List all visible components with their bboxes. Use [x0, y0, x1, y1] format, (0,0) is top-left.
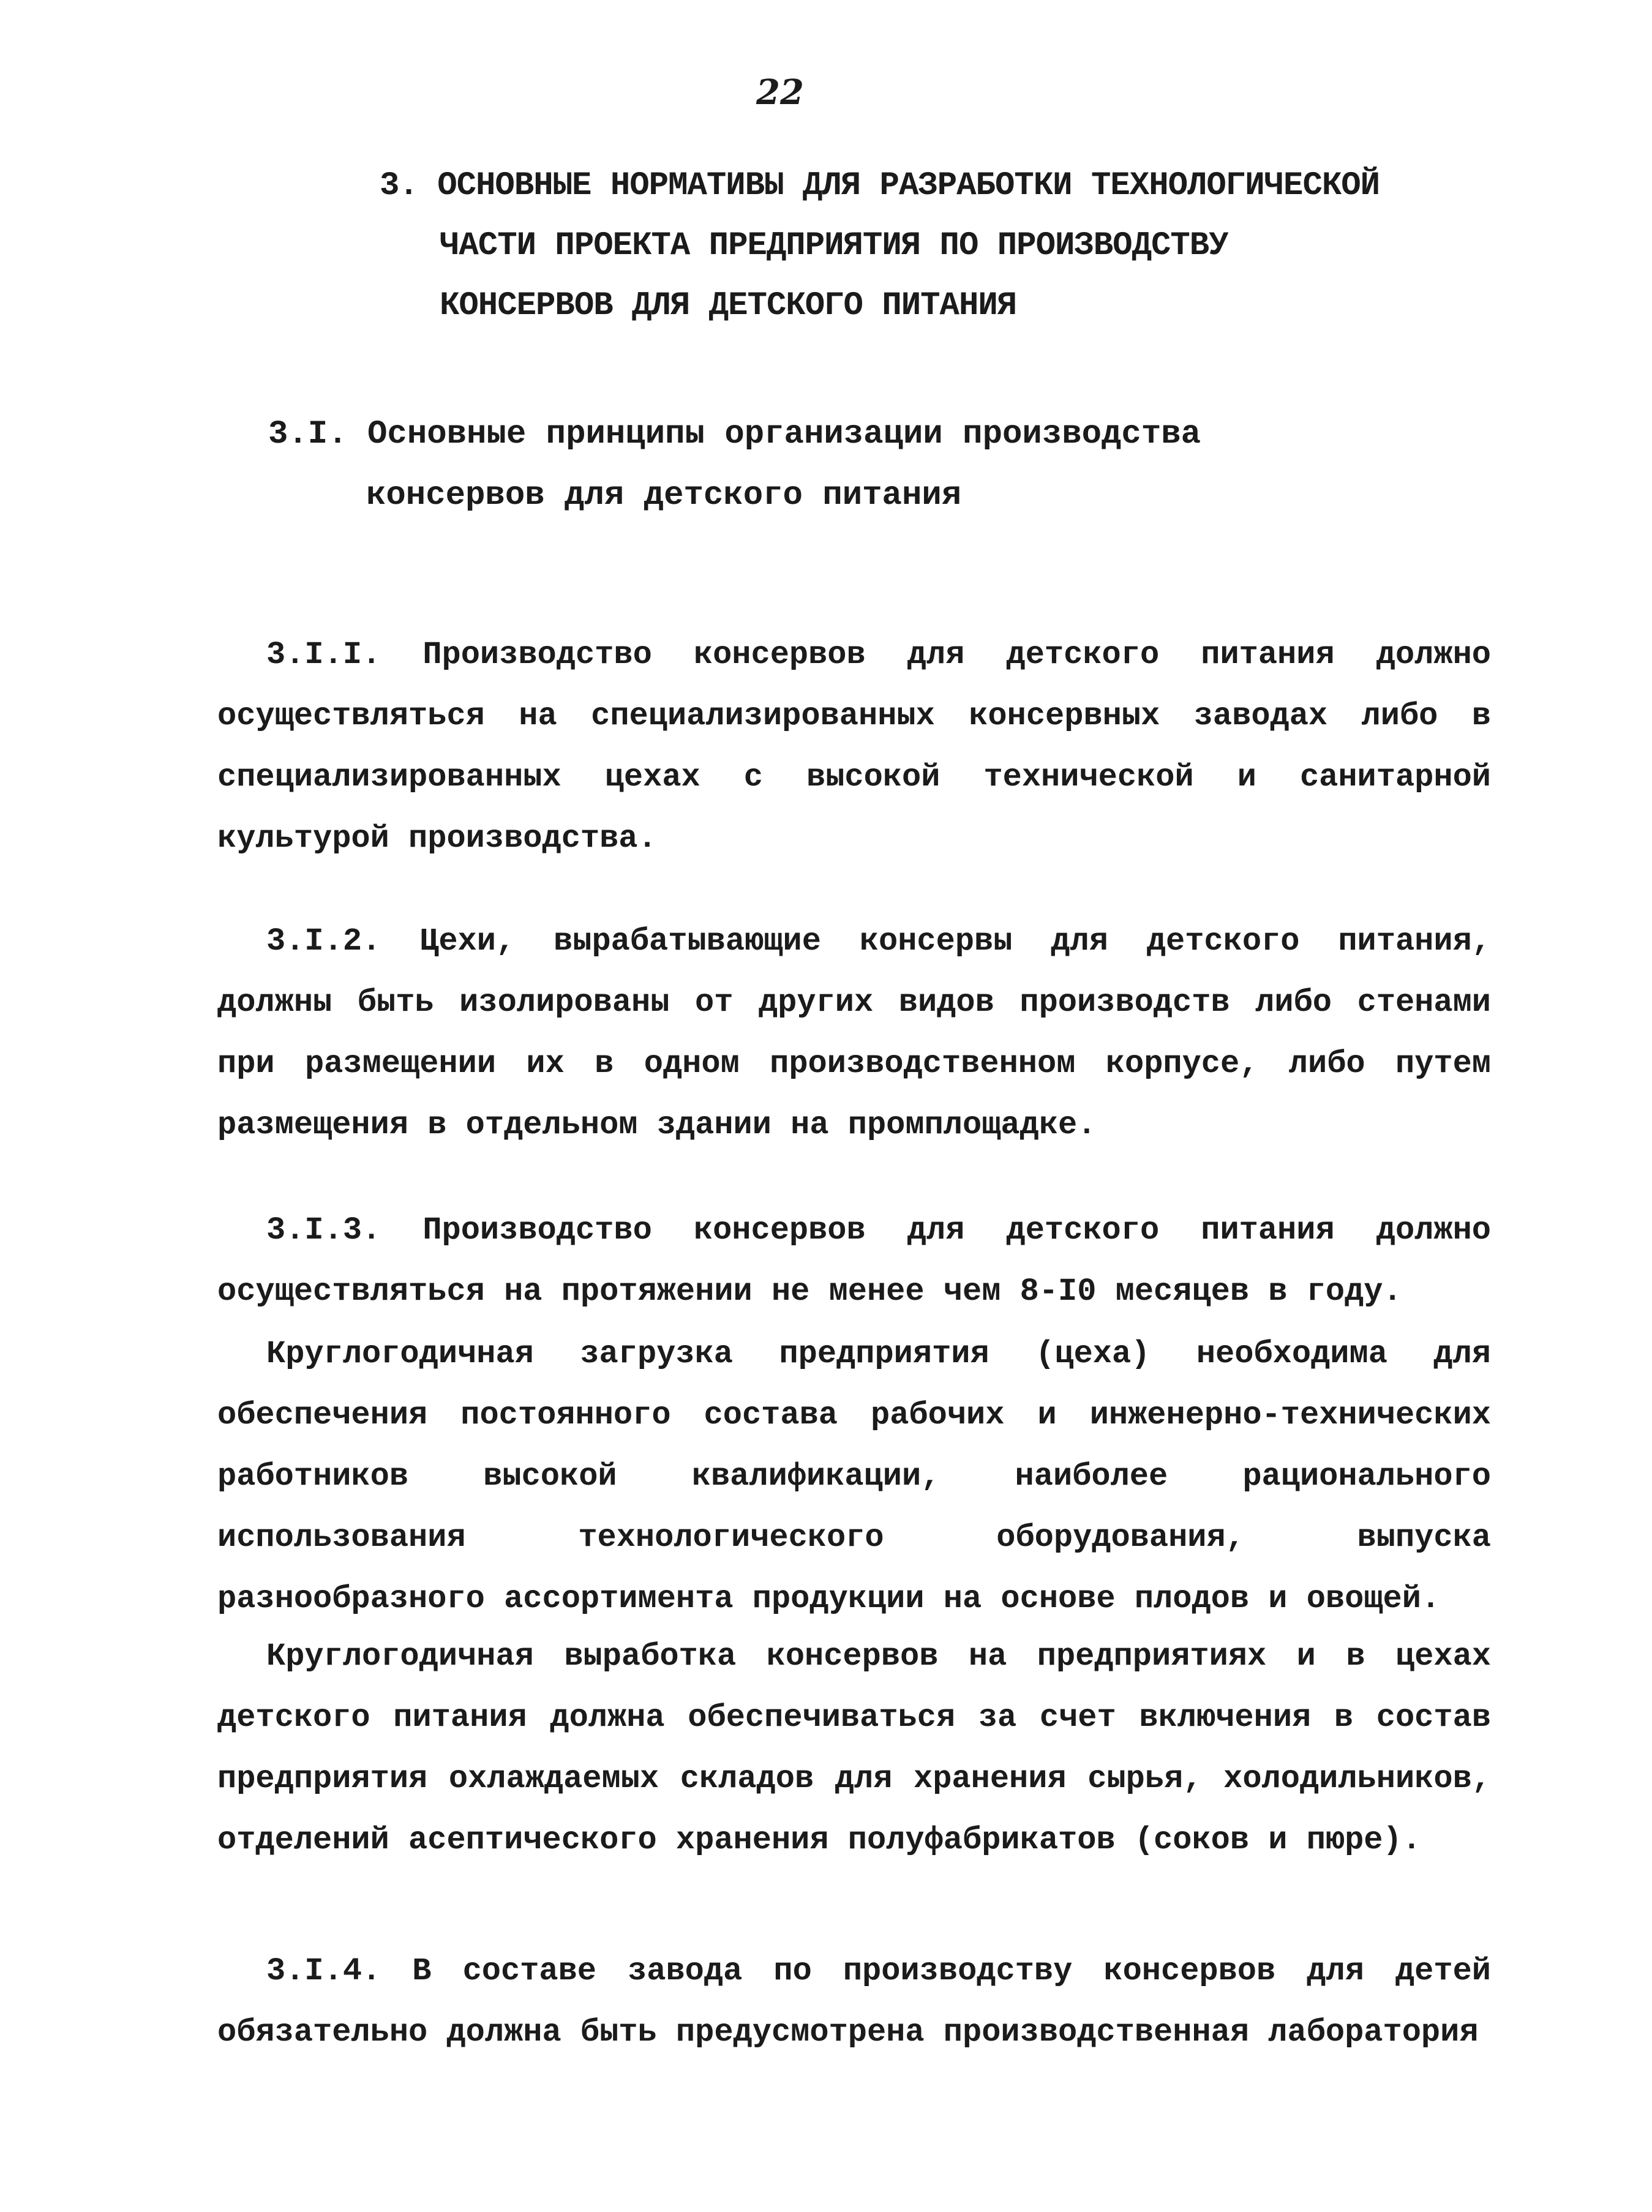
section-title-line-3: КОНСЕРВОВ ДЛЯ ДЕТСКОГО ПИТАНИЯ	[440, 287, 1017, 324]
subsection-heading	[268, 404, 1201, 527]
paragraph-3-1-1: 3.I.I. Производство консервов для детского питания должно осуществляться на специализированных консервных заводах либо в специализированных цехах с высокой технической и санитарной культурой производства.	[217, 637, 1491, 857]
paragraph-3-1-3-continuation: Круглогодичная загрузка предприятия (цеха) необходима для обеспечения постоянного состава рабочих и инженерно-технических работников высокой квалификации, наиболее рационального использования технологического оборудования, выпуска разнообразного ассортимента продукции на основе плодов и овощей.	[217, 1336, 1491, 1617]
subsection-heading-line-2: консервов для детского питания	[366, 477, 962, 514]
subsection-heading-line-1: 3.I. Основные принципы организации производства	[268, 416, 1201, 453]
section-title	[380, 156, 1380, 336]
page-number: 22	[756, 72, 804, 113]
section-title-line-2: ЧАСТИ ПРОЕКТА ПРЕДПРИЯТИЯ ПО ПРОИЗВОДСТВУ	[440, 227, 1228, 264]
paragraph-3-1-3-second-continuation: Круглогодичная выработка консервов на предприятиях и в цехах детского питания должна обеспечиваться за счет включения в состав предприятия охлаждаемых складов для хранения сырья, холодильников, отделений асептического хранения полуфабрикатов (соков и пюре).	[217, 1638, 1491, 1858]
section-title-line-1: 3. ОСНОВНЫЕ НОРМАТИВЫ ДЛЯ РАЗРАБОТКИ ТЕХНОЛОГИЧЕСКОЙ	[380, 167, 1380, 204]
paragraph-3-1-3: 3.I.3. Производство консервов для детского питания должно осуществляться на протяжении не менее чем 8-I0 месяцев в году.	[217, 1212, 1491, 1310]
paragraph-3-1-4: 3.I.4. В составе завода по производству консервов для детей обязательно должна быть предусмотрена производственная лаборатория	[217, 1953, 1491, 2050]
paragraph-3-1-2: 3.I.2. Цехи, вырабатывающие консервы для детского питания, должны быть изолированы от других видов производств либо стенами при размещении их в одном производственном корпусе, либо путем размещения в отдельном здании на промплощадке.	[217, 923, 1491, 1143]
